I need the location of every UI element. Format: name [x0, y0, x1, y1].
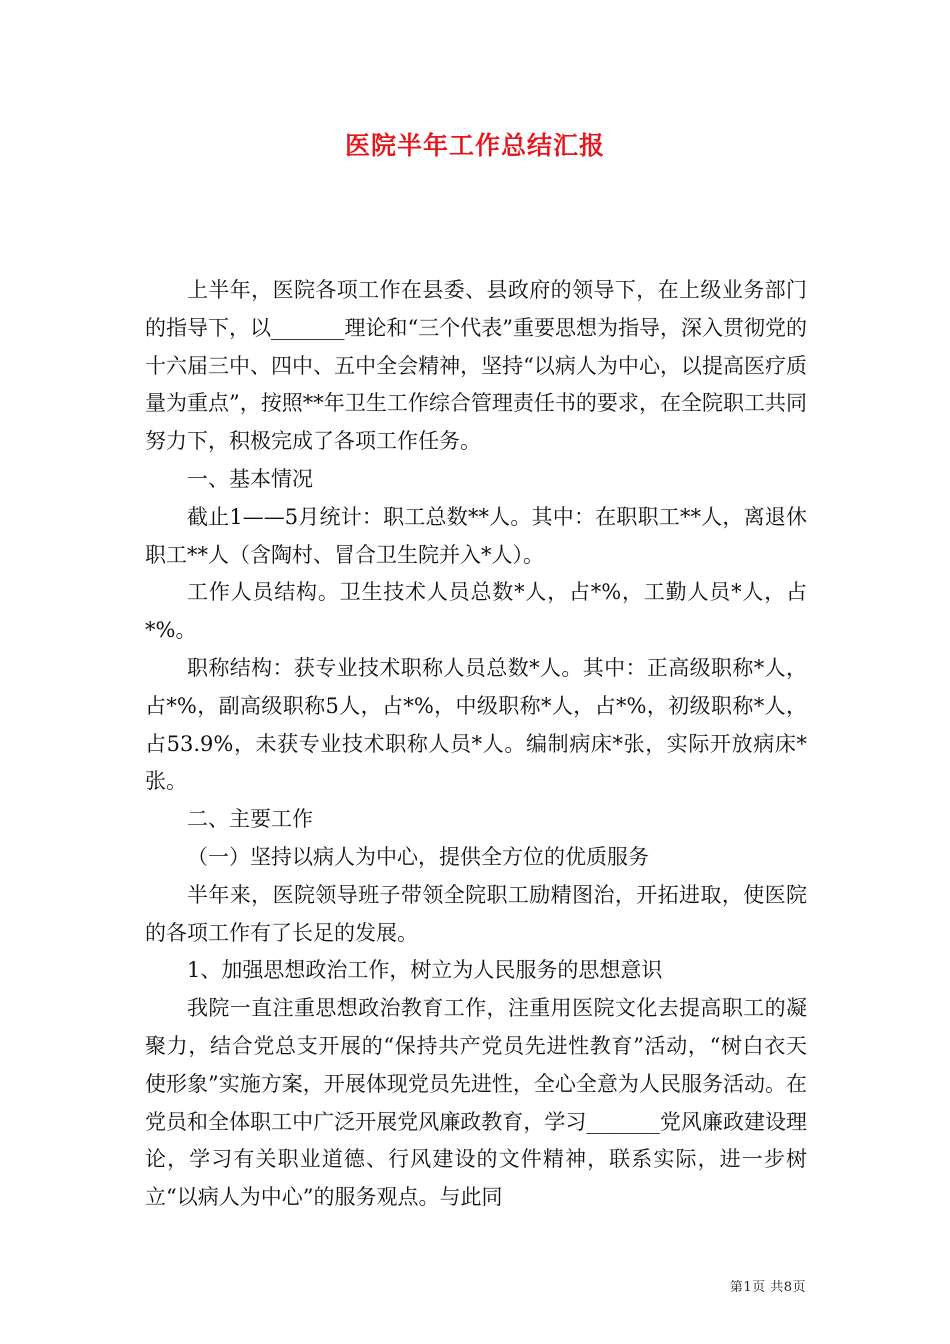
paragraph-political-education: 我院一直注重思想政治教育工作，注重用医院文化去提高职工的凝聚力，结合党总支开展的“保持共产党员先进性教育”活动，“树白衣天使形象”实施方案，开展体现党员先进性，全心全意为人民服务活动。在党员和全体职工中广泛开展党风廉政教育，学习_______党风廉政建设理论，学习有关职业道德、行风建设的文件精神，联系实际，进一步树立“以病人为中心”的服务观点。与此同 — [145, 996, 807, 1210]
section-heading-main-work: 二、主要工作 — [187, 807, 313, 832]
paragraph-staff-structure: 工作人员结构。卫生技术人员总数*人，占*%，工勤人员*人，占*%。 — [145, 580, 807, 643]
document-body — [145, 272, 807, 1217]
section-heading-basic: 一、基本情况 — [187, 466, 313, 491]
subsection-heading-patient-centered: （一）坚持以病人为中心，提供全方位的优质服务 — [187, 844, 649, 869]
paragraph-half-year: 半年来，医院领导班子带领全院职工励精图治，开拓进取，使医院的各项工作有了长足的发展。 — [145, 882, 807, 945]
paragraph-staff-count: 截止1——5月统计：职工总数**人。其中：在职职工**人，离退休职工**人（含陶村、冒合卫生院并入*人）。 — [145, 504, 807, 567]
page-number-footer: 第1页 共8页 — [729, 1280, 806, 1295]
subsection-heading-political-work: 1、加强思想政治工作，树立为人民服务的思想意识 — [187, 958, 663, 983]
document-title: 医院半年工作总结汇报 — [344, 131, 605, 160]
paragraph-title-structure: 职称结构：获专业技术职称人员总数*人。其中：正高级职称*人，占*%，副高级职称5人，占*%，中级职称*人，占*%，初级职称*人，占53.9%，未获专业技术职称人员*人。编制病床*张，实际开放病床*张。 — [145, 655, 807, 794]
paragraph-intro: 上半年，医院各项工作在县委、县政府的领导下，在上级业务部门的指导下，以_______理论和“三个代表”重要思想为指导，深入贯彻党的十六届三中、四中、五中全会精神，坚持“以病人为中心，以提高医疗质量为重点”，按照**年卫生工作综合管理责任书的要求，在全院职工共同努力下，积极完成了各项工作任务。 — [145, 278, 807, 454]
